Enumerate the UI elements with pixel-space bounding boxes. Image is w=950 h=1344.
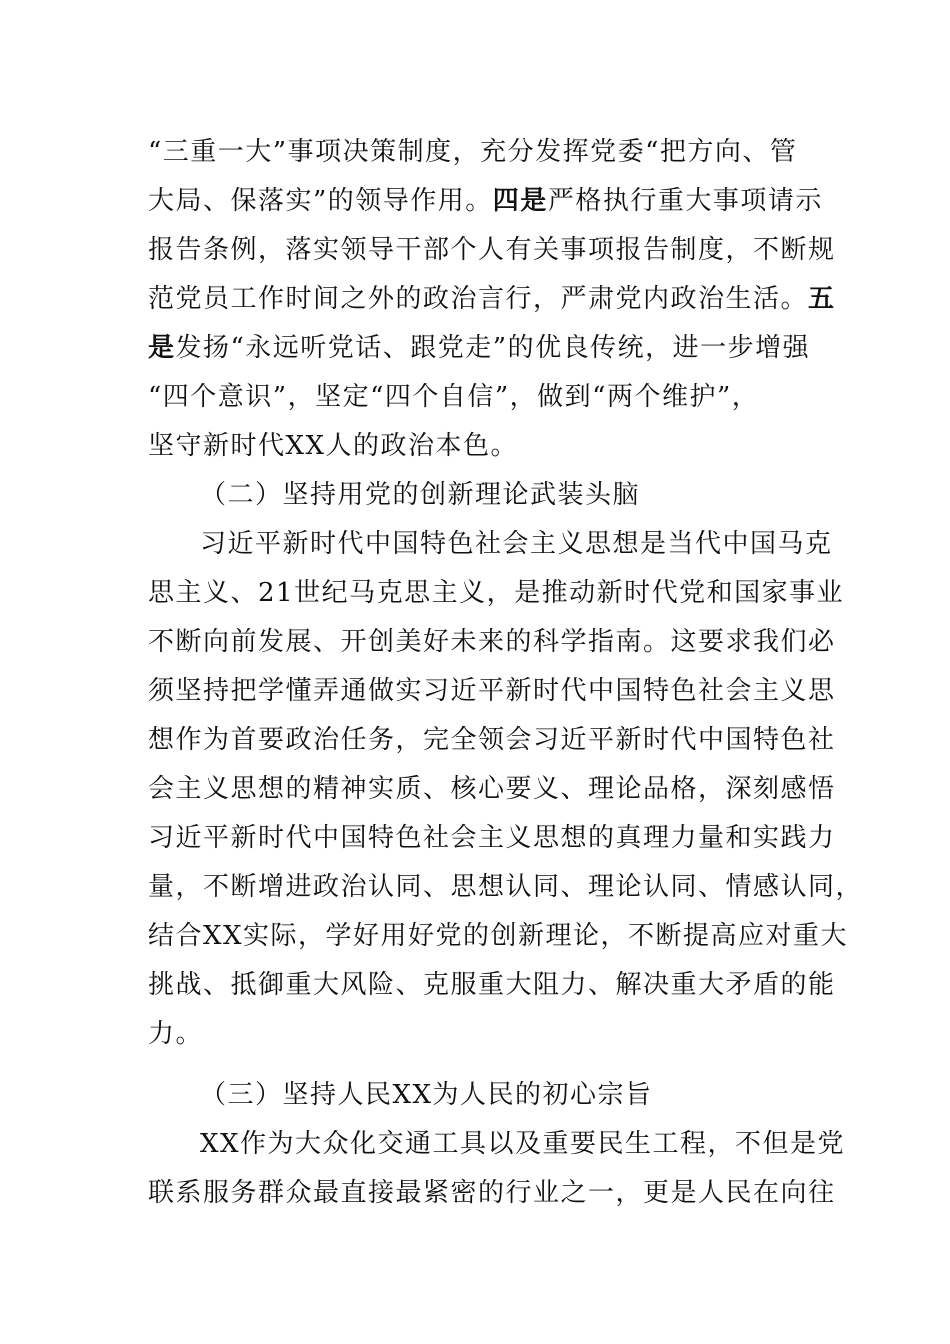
bold-enumerator: 四是 [492,186,548,216]
text-run: 大局、保落实”的领导作用。 [148,186,493,216]
paragraph-line: 思主义、21世纪马克思主义，是推动新时代党和国家事业 [148,578,845,608]
paragraph-line: 力。 [148,1019,204,1049]
section-heading: （三）坚持人民XX为人民的初心宗旨 [200,1080,653,1110]
section-heading: （二）坚持用党的创新理论武装头脑 [200,480,641,510]
paragraph-line: XX作为大众化交通工具以及重要民生工程，不但是党 [200,1129,846,1159]
paragraph-line [148,324,811,372]
paragraph-line: 报告条例，落实领导干部个人有关事项报告制度，不断规 [148,235,836,265]
paragraph-line: 坚守新时代XX人的政治本色。 [148,431,519,461]
text-run: 范党员工作时间之外的政治言行，严肃党内政治生活。 [148,284,809,314]
paragraph-line: 想作为首要政治任务，完全领会习近平新时代中国特色社 [148,725,836,755]
text-run: 严格执行重大事项请示 [547,186,823,216]
paragraph-line: 结合XX实际，学好用好党的创新理论，不断提高应对重大 [148,921,849,951]
bold-enumerator: 是 [148,333,176,363]
paragraph-line: 量，不断增进政治认同、思想认同、理论认同、情感认同， [148,872,864,902]
paragraph-line [148,275,836,323]
bold-enumerator: 五 [808,284,836,314]
paragraph-line: 不断向前发展、开创美好未来的科学指南。这要求我们必 [148,627,836,657]
paragraph-line: 联系服务群众最直接最紧密的行业之一，更是人民在向往 [148,1178,836,1208]
paragraph-line: “三重一大”事项决策制度，充分发挥党委“把方向、管 [148,137,798,167]
paragraph-line: 习近平新时代中国特色社会主义思想的真理力量和实践力 [148,823,836,853]
paragraph-line: 须坚持把学懂弄通做实习近平新时代中国特色社会主义思 [148,676,836,706]
paragraph-line: 会主义思想的精神实质、核心要义、理论品格，深刻感悟 [148,774,836,804]
paragraph-line: “四个意识”，坚定“四个自信”，做到“两个维护”， [148,382,760,412]
paragraph-line: 挑战、抵御重大风险、克服重大阻力、解决重大矛盾的能 [148,970,836,1000]
paragraph-line: 习近平新时代中国特色社会主义思想是当代中国马克 [200,529,833,559]
text-run: 发扬“永远听党话、跟党走”的优良传统，进一步增强 [175,333,811,363]
paragraph-line [148,177,823,225]
